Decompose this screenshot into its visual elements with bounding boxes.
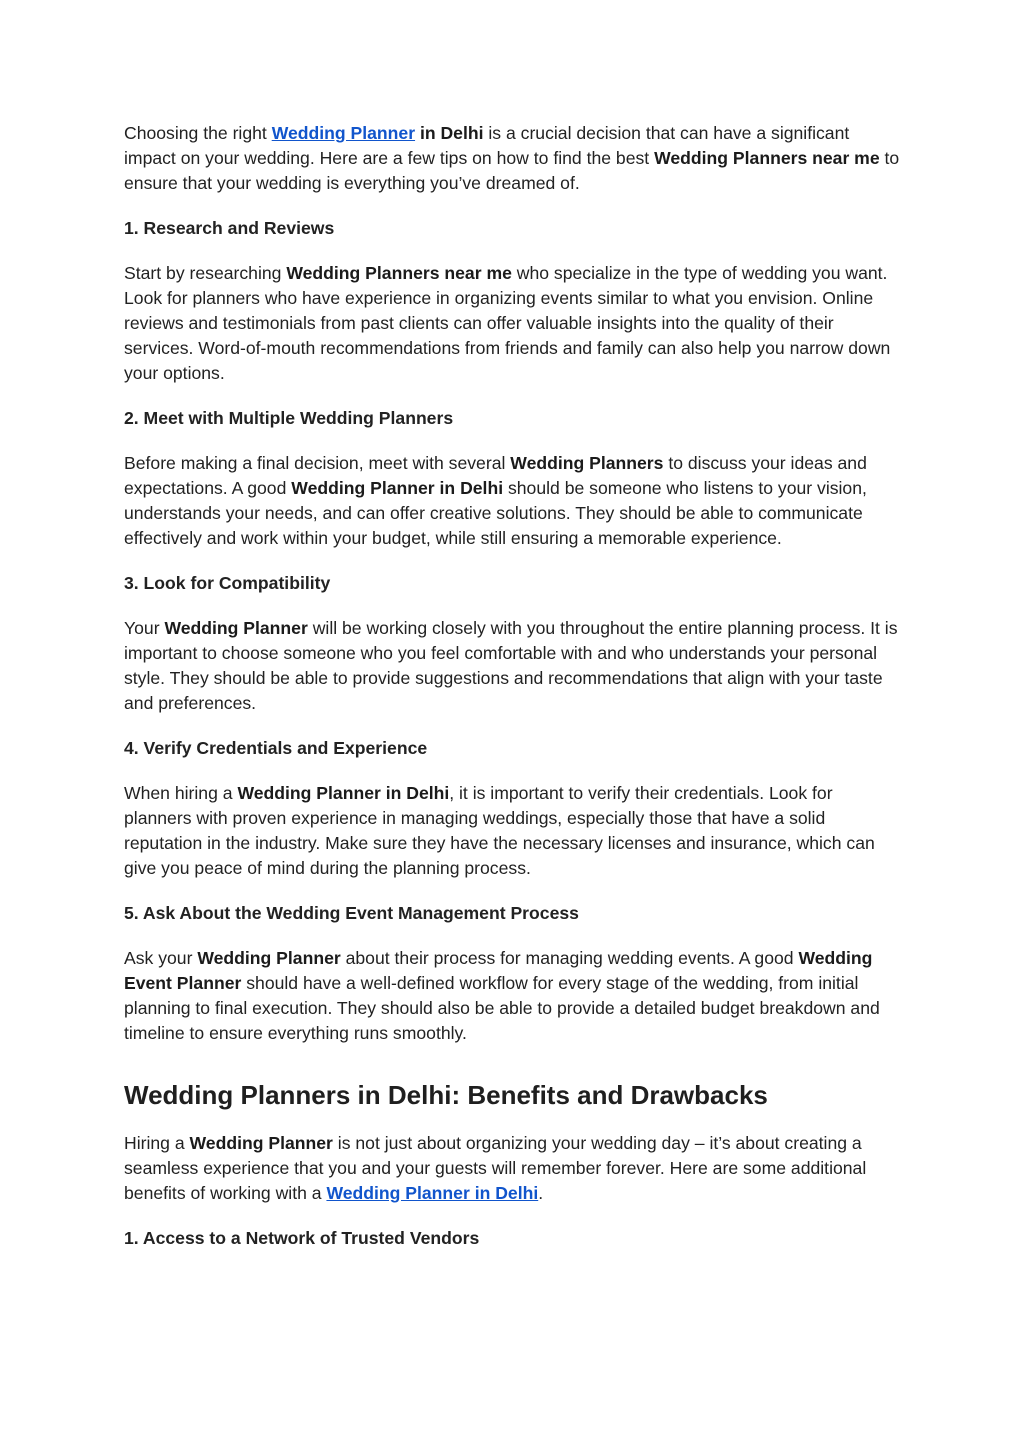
bold-text: Wedding Planner bbox=[164, 618, 308, 638]
text: will be working closely with you throughout the entire planning process. It is important to choose someone who you feel comfortable with and who understands your personal style. They should be able to provide suggestions and recommendations that align with your taste and preferences. bbox=[124, 618, 898, 713]
text: . bbox=[538, 1183, 544, 1203]
text: When hiring a bbox=[124, 783, 238, 803]
subheading-process: 5. Ask About the Wedding Event Management Process bbox=[124, 903, 579, 923]
subheading-meet: 2. Meet with Multiple Wedding Planners bbox=[124, 408, 454, 428]
bold-text: in Delhi bbox=[415, 123, 484, 143]
text: is not just about organizing your wedding day – it’s about creating a seamless experience that you and your guests will remember forever. Here are some additional benefits of working with a bbox=[124, 1133, 867, 1203]
bold-text: Wedding Planner in Delhi bbox=[237, 783, 450, 803]
meet-paragraph bbox=[124, 451, 900, 551]
subheading-vendors: 1. Access to a Network of Trusted Vendors bbox=[124, 1228, 480, 1248]
document-page bbox=[124, 121, 900, 1271]
subheading-credentials: 4. Verify Credentials and Experience bbox=[124, 738, 428, 758]
bold-text: Wedding Event Planner bbox=[124, 948, 873, 993]
text: to discuss your ideas and expectations. A good bbox=[124, 453, 867, 498]
text: Start by researching bbox=[124, 263, 287, 283]
section-heading-benefits: Wedding Planners in Delhi: Benefits and Drawbacks bbox=[124, 1080, 768, 1110]
subheading-research: 1. Research and Reviews bbox=[124, 218, 335, 238]
text: should be someone who listens to your vision, understands your needs, and can offer creative solutions. They should be able to communicate effectively and work within your budget, while still ensuring a memorable experience. bbox=[124, 478, 867, 548]
bold-text: Wedding Planners bbox=[510, 453, 664, 473]
wedding-planner-link[interactable]: Wedding Planner bbox=[271, 123, 416, 143]
process-paragraph bbox=[124, 946, 900, 1046]
subheading-compatibility: 3. Look for Compatibility bbox=[124, 573, 331, 593]
text: is a crucial decision that can have a significant impact on your wedding. Here are a few tips on how to find the best bbox=[124, 123, 850, 168]
research-paragraph bbox=[124, 261, 900, 386]
text: who specialize in the type of wedding you want. Look for planners who have experience in organizing events similar to what you envision. Online reviews and testimonials from past clients can offer valuable insights into the quality of their services. Word-of-mouth recommendations from friends and family can also help you narrow down your options. bbox=[124, 263, 891, 383]
text: Hiring a bbox=[124, 1133, 190, 1153]
text: to ensure that your wedding is everything you’ve dreamed of. bbox=[124, 148, 900, 193]
text: , it is important to verify their credentials. Look for planners with proven experience in managing weddings, especially those that have a solid reputation in the industry. Make sure they have the necessary licenses and insurance, which can give you peace of mind during the planning process. bbox=[124, 783, 875, 878]
credentials-paragraph bbox=[124, 781, 900, 881]
text: Before making a final decision, meet with several bbox=[124, 453, 511, 473]
text: Choosing the right bbox=[124, 123, 272, 143]
text: Your bbox=[124, 618, 165, 638]
bold-text: Wedding Planner bbox=[197, 948, 341, 968]
bold-text: Wedding Planner in Delhi bbox=[291, 478, 504, 498]
wedding-planner-in-delhi-link[interactable]: Wedding Planner in Delhi bbox=[326, 1183, 539, 1203]
benefits-paragraph bbox=[124, 1131, 900, 1206]
text: about their process for managing wedding events. A good bbox=[340, 948, 799, 968]
intro-paragraph bbox=[124, 121, 900, 196]
bold-text: Wedding Planners near me bbox=[654, 148, 880, 168]
bold-text: Wedding Planners near me bbox=[286, 263, 512, 283]
text: Ask your bbox=[124, 948, 198, 968]
compatibility-paragraph bbox=[124, 616, 900, 716]
bold-text: Wedding Planner bbox=[189, 1133, 333, 1153]
text: should have a well-defined workflow for every stage of the wedding, from initial planning to final execution. They should also be able to provide a detailed budget breakdown and timeline to ensure everything runs smoothly. bbox=[124, 973, 880, 1043]
